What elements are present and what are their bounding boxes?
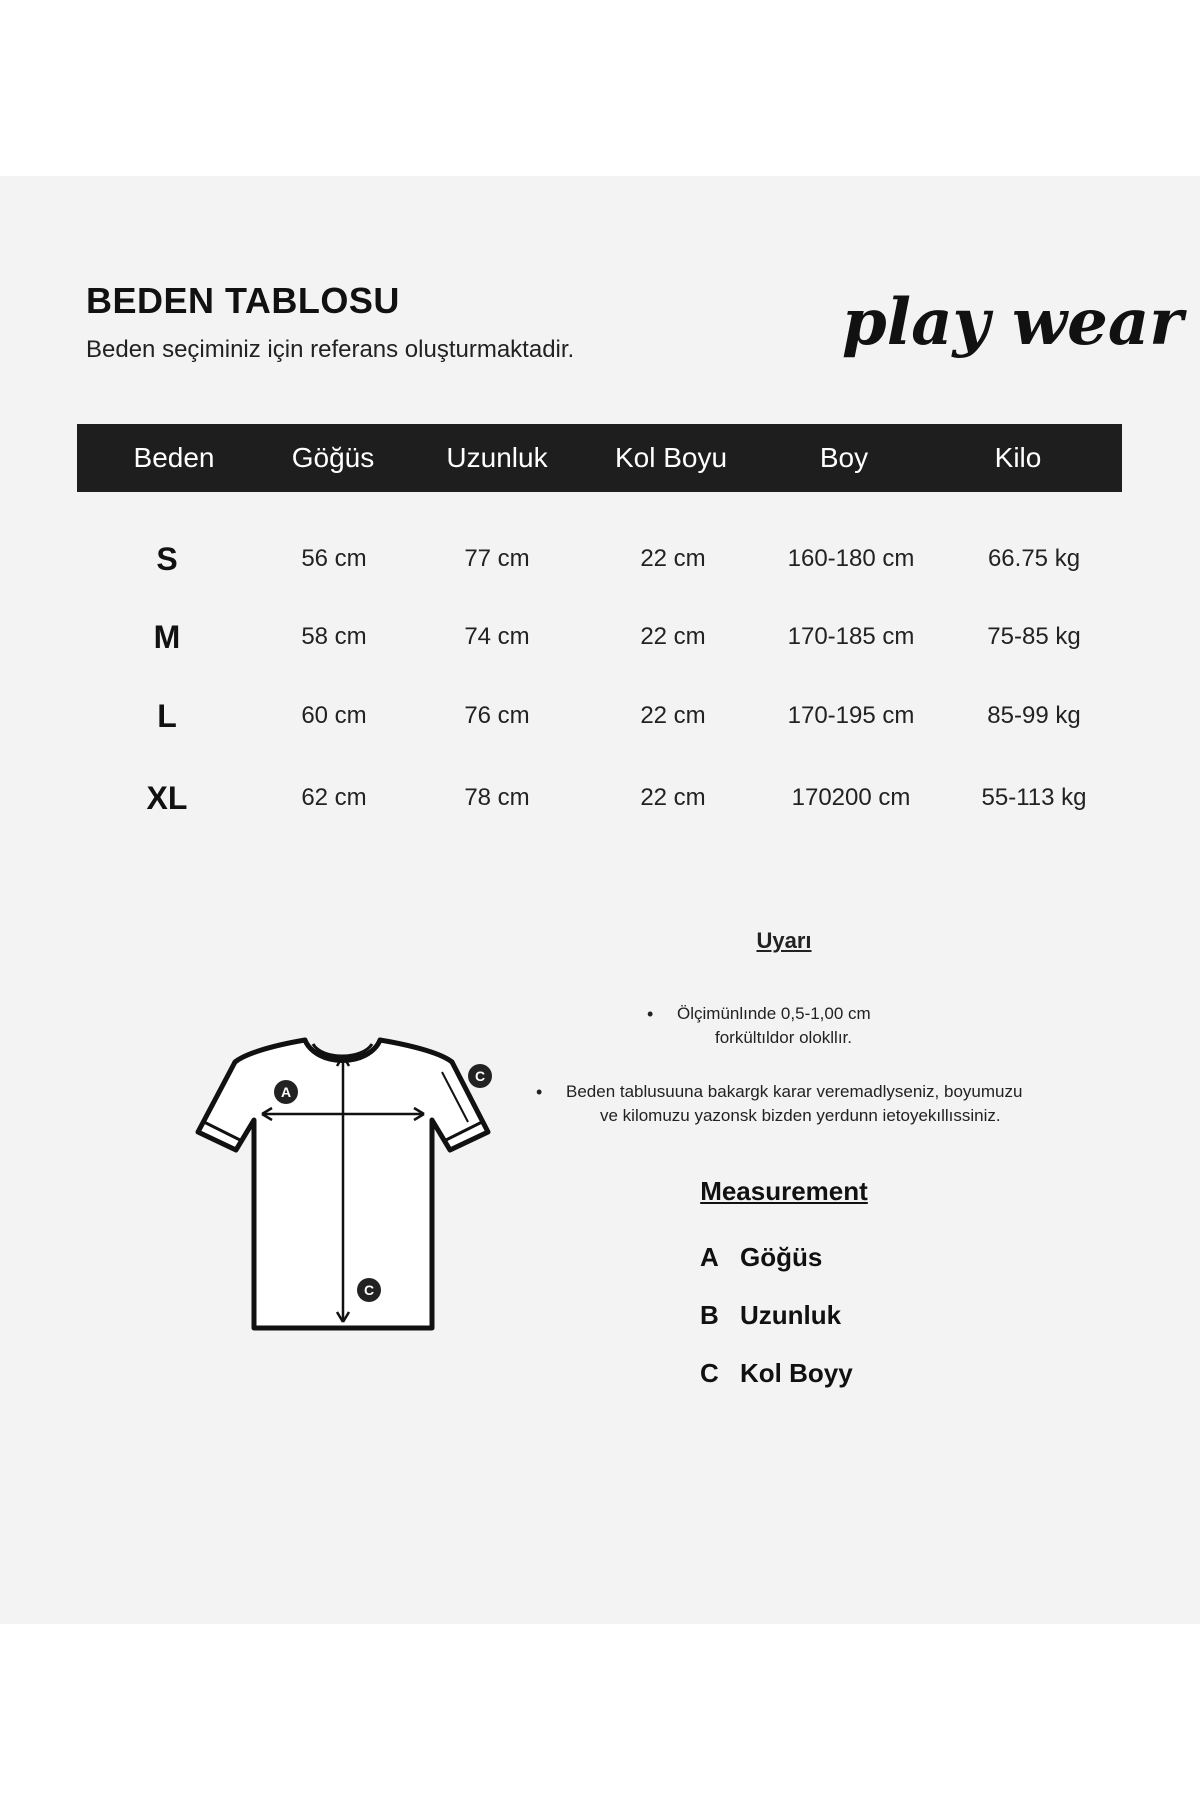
table-header — [77, 424, 1122, 492]
measurement-letter: A — [700, 1242, 719, 1272]
table-row — [0, 612, 1200, 662]
height-value: 170200 cm — [791, 784, 911, 811]
warning-bullet-1 — [647, 1002, 871, 1050]
brand-logo-text: play wear — [842, 285, 1183, 360]
size-label: L — [157, 698, 177, 734]
column-header-kilo: Kilo — [994, 442, 1042, 473]
marker-sleeve-label: C — [474, 1068, 486, 1084]
size-label: M — [153, 619, 181, 655]
tshirt-diagram — [190, 1026, 510, 1346]
length-value: 74 cm — [464, 623, 530, 650]
column-header-gogus: Göğüs — [291, 442, 375, 473]
table-row — [0, 691, 1200, 741]
weight-value: 85-99 kg — [987, 702, 1081, 729]
column-header-boy: Boy — [819, 442, 869, 473]
page-subtitle: Beden seçiminiz için referans oluşturmaktadir. — [86, 336, 575, 363]
size-label: S — [156, 541, 178, 577]
sleeve-value: 22 cm — [640, 784, 706, 811]
measurement-label: Göğüs — [740, 1242, 823, 1272]
measurement-item-kol-boyu — [700, 1358, 853, 1389]
size-chart-panel — [0, 176, 1200, 1624]
table-row — [0, 534, 1200, 584]
measurement-item-gogus — [700, 1242, 822, 1273]
sleeve-value: 22 cm — [640, 702, 706, 729]
marker-a-label: A — [280, 1084, 292, 1100]
page-title: BEDEN TABLOSU — [86, 280, 400, 321]
weight-value: 55-113 kg — [981, 784, 1087, 811]
warning-bullet-2 — [536, 1080, 1023, 1128]
warning-line: Ölçimünlınde 0,5-1,00 cm — [677, 1004, 871, 1023]
chest-value: 62 cm — [301, 784, 367, 811]
table-row — [0, 773, 1200, 823]
measurement-item-uzunluk — [700, 1300, 841, 1331]
warning-line: Beden tablusuuna bakargk karar veremadlyseniz, boyumuzu — [566, 1082, 1023, 1101]
measurement-title: Measurement — [700, 1176, 868, 1206]
measurement-label: Kol Boyy — [740, 1358, 853, 1388]
warning-line: forkültıldor olokllır. — [715, 1028, 852, 1047]
weight-value: 75-85 kg — [987, 623, 1081, 650]
warning-line: ve kilomuzu yazonsk bizden yerdunn ietoyekıllıssiniz. — [600, 1106, 1001, 1125]
chest-value: 60 cm — [301, 702, 367, 729]
bullet-dot: • — [647, 1004, 654, 1024]
measurement-letter: B — [700, 1300, 719, 1330]
height-value: 170-195 cm — [787, 702, 915, 729]
column-header-kol-boyu: Kol Boyu — [614, 442, 728, 473]
measurement-letter: C — [700, 1358, 719, 1388]
brand-logo — [840, 272, 1183, 382]
sleeve-value: 22 cm — [640, 545, 706, 572]
chest-value: 56 cm — [301, 545, 367, 572]
height-value: 170-185 cm — [787, 623, 915, 650]
length-value: 76 cm — [464, 702, 530, 729]
warning-title: Uyarı — [756, 928, 812, 953]
bullet-dot: • — [536, 1082, 543, 1102]
marker-c-label: C — [363, 1282, 375, 1298]
measurement-label: Uzunluk — [740, 1300, 842, 1330]
chest-value: 58 cm — [301, 623, 367, 650]
column-header-beden: Beden — [133, 442, 215, 473]
length-value: 77 cm — [464, 545, 530, 572]
size-label: XL — [146, 780, 188, 816]
height-value: 160-180 cm — [787, 545, 915, 572]
length-value: 78 cm — [464, 784, 530, 811]
sleeve-value: 22 cm — [640, 623, 706, 650]
column-header-uzunluk: Uzunluk — [446, 442, 548, 473]
weight-value: 66.75 kg — [987, 545, 1081, 572]
